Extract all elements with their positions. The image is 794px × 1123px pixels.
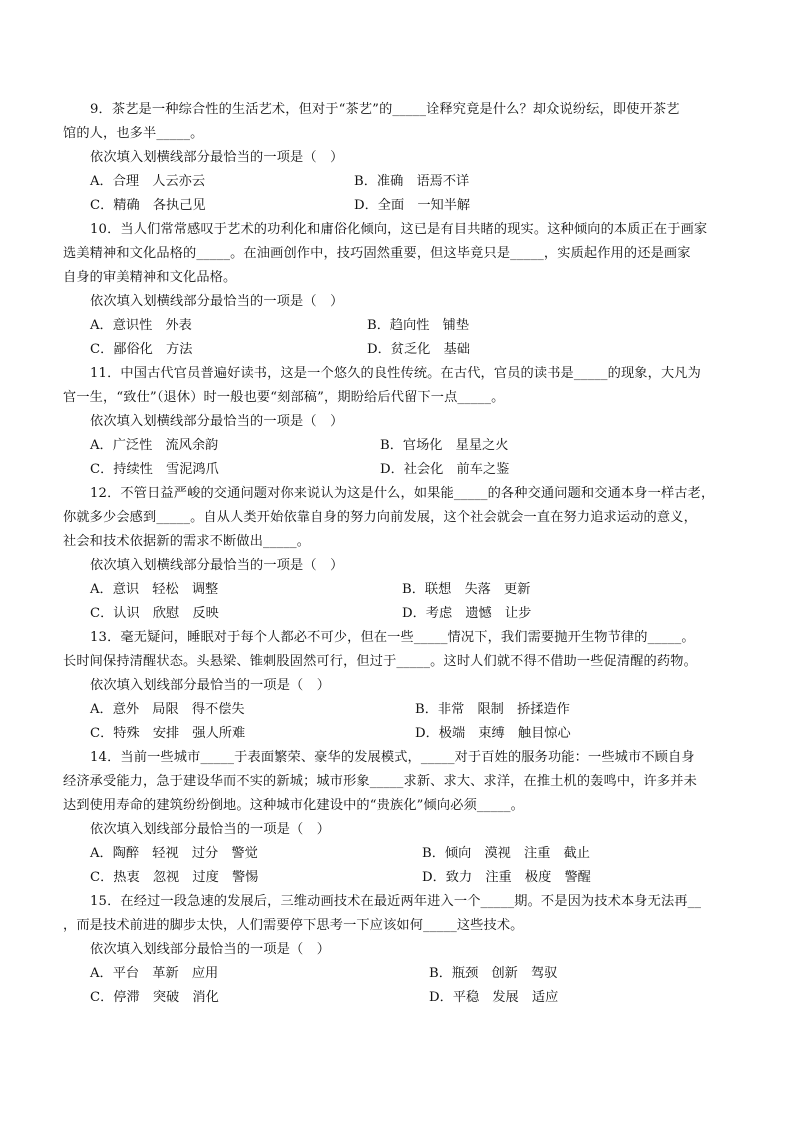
question-stem-line: 达到使用寿命的建筑纷纷倒地。这种城市化建设中的“贵族化”倾向必须_____。 [63, 798, 524, 813]
option-b: B．联想 失落 更新 [402, 582, 531, 597]
question-stem-line: 12．不管日益严峻的交通问题对你来说认为这是什么，如果能_____的各种交通问题和交通本身一样古老， [90, 486, 715, 501]
question-stem-line: 长时间保持清醒状态。头悬梁、锥刺股固然可行，但过于_____。这时人们就不得不借助一些促清醒的药物。 [63, 654, 697, 669]
question-stem-line: 10．当人们常常感叹于艺术的功利化和庸俗化倾向，这已是有目共睹的现实。这种倾向的本质正在于画家 [90, 222, 708, 237]
option-c: C．热衷 忽视 过度 警惕 [90, 870, 259, 885]
option-a: A．意识性 外表 [90, 318, 192, 333]
option-d: D．全面 一知半解 [354, 198, 471, 213]
question-prompt: 依次填入划线部分最恰当的一项是（ ） [90, 942, 331, 957]
question-stem-line: 官一生，“致仕”（退休）时一般也要“刻部稿”，期盼给后代留下一点_____。 [63, 390, 505, 405]
option-a: A．意识 轻松 调整 [90, 582, 219, 597]
question-prompt: 依次填入划横线部分最恰当的一项是（ ） [90, 558, 344, 573]
option-d: D．贫乏化 基础 [367, 342, 470, 357]
option-d: D．平稳 发展 适应 [429, 990, 559, 1005]
option-c: C．认识 欣慰 反映 [90, 606, 219, 621]
question-stem-line: 你就多少会感到_____。自从人类开始依靠自身的努力向前发展，这个社会就会一直在努力追求运动的意义， [63, 510, 697, 525]
question-prompt: 依次填入划横线部分最恰当的一项是（ ） [90, 414, 344, 429]
question-stem-line: 13．毫无疑问，睡眠对于每个人都必不可少，但在一些_____情况下，我们需要抛开生物节律的_____。 [90, 630, 695, 645]
question-prompt: 依次填入划横线部分最恰当的一项是（ ） [90, 150, 344, 165]
question-stem-line: 15．在经过一段急速的发展后，三维动画技术在最近两年进入一个_____期。不是因为技术本身无法再__ [90, 894, 702, 909]
question-prompt: 依次填入划横线部分最恰当的一项是（ ） [90, 294, 344, 309]
question-stem-line: 社会和技术依据新的需求不断做出_____。 [63, 534, 311, 549]
question-prompt: 依次填入划线部分最恰当的一项是（ ） [90, 822, 331, 837]
option-a: A．意外 局限 得不偿失 [90, 702, 245, 717]
option-a: A．广泛性 流风余韵 [90, 438, 219, 453]
question-stem-line: 选美精神和文化品格的_____。在油画创作中，技巧固然重要，但这毕竟只是_____，实质起作用的还是画家 [63, 246, 691, 261]
option-a: A．合理 人云亦云 [90, 174, 206, 189]
question-stem-line: 经济承受能力，急于建设华而不实的新城；城市形象_____求新、求大、求洋，在推土机的轰鸣中，许多并未 [63, 774, 697, 789]
option-d: D．极端 束缚 触目惊心 [415, 726, 571, 741]
option-b: B．准确 语焉不详 [354, 174, 470, 189]
option-c: C．持续性 雪泥鸿爪 [90, 462, 219, 477]
option-a: A．平台 革新 应用 [90, 966, 219, 981]
question-stem-line: 自身的审美精神和文化品格。 [63, 270, 237, 285]
option-d: D．致力 注重 极度 警醒 [422, 870, 591, 885]
option-b: B．瓶颈 创新 驾驭 [429, 966, 558, 981]
question-stem-line: ，而是技术前进的脚步太快，人们需要停下思考一下应该如何_____这些技术。 [63, 918, 524, 933]
option-c: C．鄙俗化 方法 [90, 342, 193, 357]
option-d: D．考虑 遗憾 让步 [402, 606, 532, 621]
question-stem-line: 馆的人，也多半_____。 [63, 126, 204, 141]
question-stem-line: 14．当前一些城市_____于表面繁荣、豪华的发展模式，_____对于百姓的服务功能：一些城市不顾自身 [90, 750, 695, 765]
question-stem-line: 9．茶艺是一种综合性的生活艺术，但对于“茶艺”的_____诠释究竟是什么？却众说纷纭，即使开茶艺 [90, 102, 680, 117]
question-prompt: 依次填入划线部分最恰当的一项是（ ） [90, 678, 331, 693]
option-c: C．精确 各执己见 [90, 198, 206, 213]
option-b: B．趋向性 铺垫 [367, 318, 470, 333]
option-d: D．社会化 前车之鉴 [380, 462, 510, 477]
option-a: A．陶醉 轻视 过分 警觉 [90, 846, 258, 861]
option-c: C．停滞 突破 消化 [90, 990, 219, 1005]
question-stem-line: 11．中国古代官员普遍好读书，这是一个悠久的良性传统。在古代，官员的读书是_____的现象，大凡为 [90, 366, 701, 381]
option-b: B．官场化 星星之火 [380, 438, 509, 453]
option-b: B．倾向 漠视 注重 截止 [422, 846, 590, 861]
option-b: B．非常 限制 挢揉造作 [415, 702, 570, 717]
option-c: C．特殊 安排 强人所难 [90, 726, 246, 741]
